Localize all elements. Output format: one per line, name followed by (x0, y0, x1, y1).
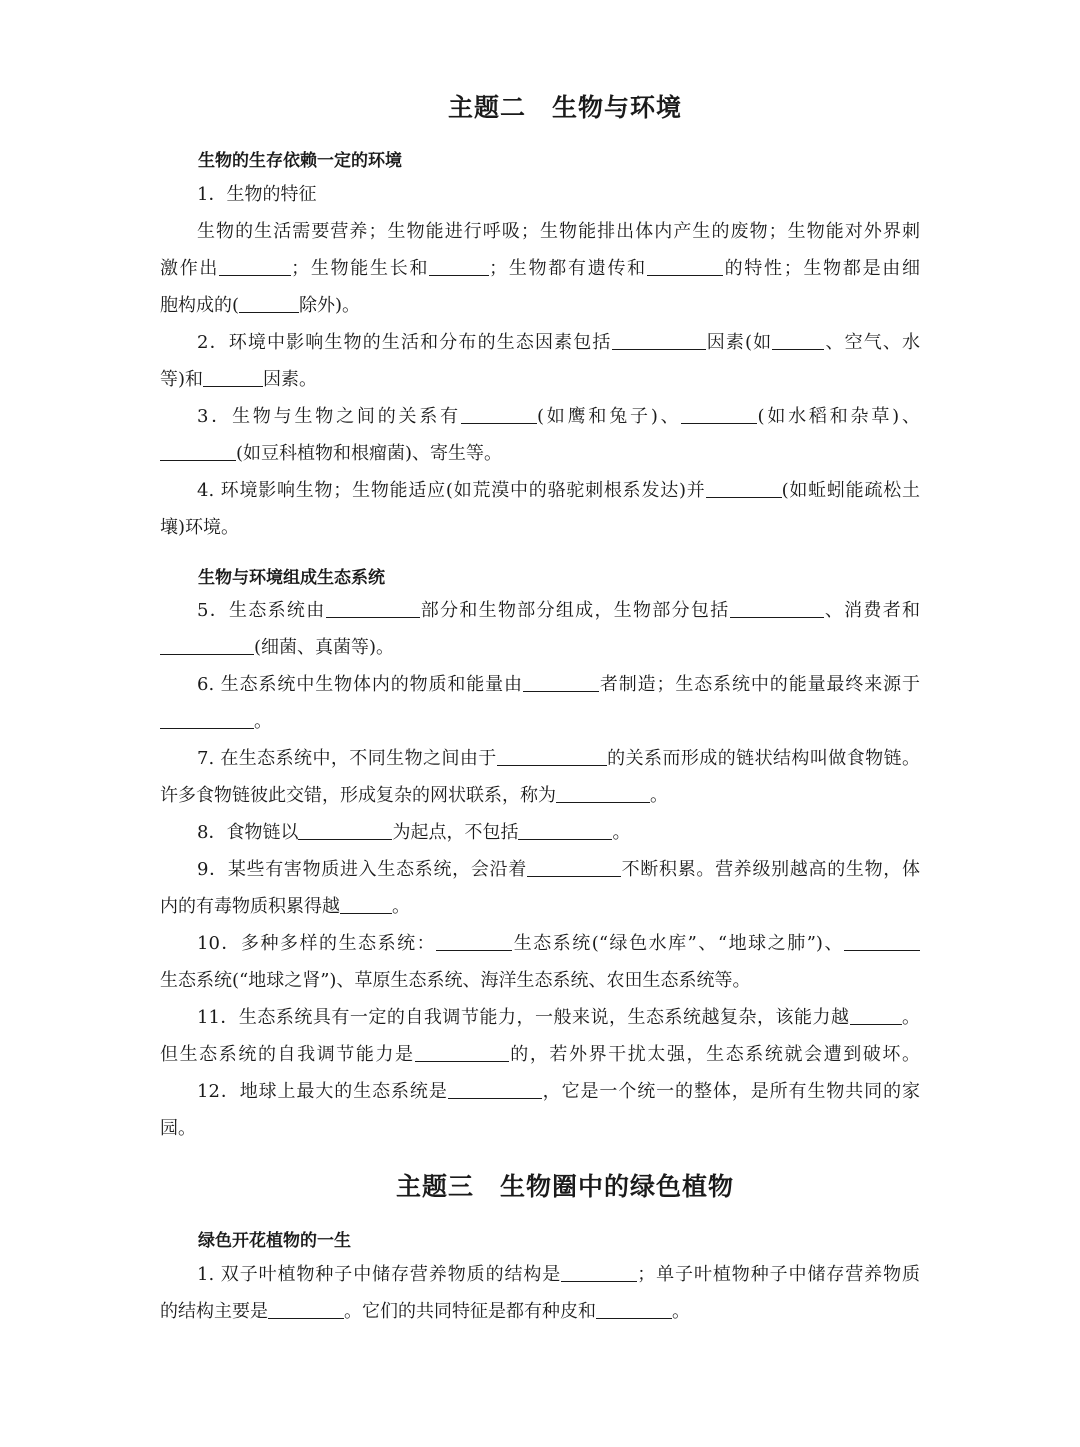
q4-line2: 壤)环境。 (160, 517, 240, 538)
q1-label: 1．生物的特征 (197, 184, 317, 205)
answer-blank[interactable] (448, 1080, 542, 1099)
text: 胞构成的( (160, 295, 240, 316)
section-heading-ecosystem: 生物与环境组成生态系统 (198, 568, 385, 588)
text: 。 (672, 1301, 690, 1322)
text: (如豆科植物和根瘤菌)、寄生等。 (236, 443, 503, 464)
q6-line1 (197, 672, 920, 698)
text: 11．生态系统具有一定的自我调节能力，一般来说，生态系统越复杂，该能力越 (197, 1007, 850, 1028)
t3-q1-line1 (197, 1262, 920, 1288)
answer-blank[interactable] (461, 405, 537, 424)
text: (如水稻和杂草)、 (757, 406, 920, 427)
answer-blank[interactable] (518, 821, 612, 840)
text: 。它们的共同特征是都有种皮和 (344, 1301, 596, 1322)
text: 、消费者和 (823, 600, 921, 621)
answer-blank[interactable] (429, 257, 489, 276)
text: 因素。 (263, 369, 318, 390)
answer-blank[interactable] (730, 599, 824, 618)
answer-blank[interactable] (340, 895, 392, 914)
q12-line2: 园。 (160, 1118, 196, 1139)
text: 内的有毒物质积累得越 (160, 896, 340, 917)
q1-line3 (160, 293, 920, 319)
q1-line1: 生物的生活需要营养；生物能进行呼吸；生物能排出体内产生的废物；生物能对外界刺 (197, 221, 920, 242)
q7-line2 (160, 783, 920, 809)
q2-line2 (160, 367, 920, 393)
text: 5．生态系统由 (197, 600, 326, 621)
text: ，它是一个统一的整体，是所有生物共同的家 (541, 1081, 921, 1102)
text: 。 (650, 785, 668, 806)
q10-line1 (197, 931, 920, 957)
text: 7. 在生态系统中，不同生物之间由于 (197, 748, 497, 769)
q2-line1 (197, 330, 920, 356)
text: 但生态系统的自我调节能力是 (160, 1044, 415, 1065)
answer-blank[interactable] (527, 858, 621, 877)
t3-q1-line2 (160, 1299, 920, 1325)
answer-blank[interactable] (681, 405, 757, 424)
text: 等)和 (160, 369, 204, 390)
q5-line2 (160, 635, 920, 661)
answer-blank[interactable] (556, 784, 650, 803)
q12-line1 (197, 1079, 920, 1105)
answer-blank[interactable] (160, 636, 254, 655)
text: 生态系统(“绿色水库”、“地球之肺”)、 (512, 933, 844, 954)
q11-line2 (160, 1042, 920, 1068)
q1-line2 (160, 256, 920, 282)
q8-line (197, 820, 920, 846)
q10-line2: 生态系统(“地球之肾”)、草原生态系统、海洋生态系统、农田生态系统等。 (160, 970, 751, 991)
text: 的关系而形成的链状结构叫做食物链。 (606, 748, 920, 769)
answer-blank[interactable] (850, 1006, 902, 1025)
q3-line1 (197, 404, 920, 430)
answer-blank[interactable] (612, 331, 706, 350)
text: 9．某些有害物质进入生态系统，会沿着 (197, 859, 527, 880)
q6-line2 (160, 709, 920, 735)
text: 部分和生物部分组成，生物部分包括 (419, 600, 730, 621)
q11-line1 (197, 1005, 920, 1031)
q9-line2 (160, 894, 920, 920)
answer-blank[interactable] (203, 368, 263, 387)
text: (如鹰和兔子)、 (536, 406, 682, 427)
answer-blank[interactable] (219, 257, 291, 276)
answer-blank[interactable] (436, 932, 512, 951)
text: 4. 环境影响生物；生物能适应(如荒漠中的骆驼刺根系发达)并 (197, 480, 706, 501)
q5-line1 (197, 598, 920, 624)
answer-blank[interactable] (497, 747, 607, 766)
answer-blank[interactable] (160, 710, 254, 729)
text: 6. 生态系统中生物体内的物质和能量由 (197, 674, 523, 695)
q9-line1 (197, 857, 920, 883)
answer-blank[interactable] (523, 673, 599, 692)
text: 、空气、水 (824, 332, 921, 353)
text: 3．生物与生物之间的关系有 (197, 406, 461, 427)
text: ；单子叶植物种子中储存营养物质 (637, 1264, 920, 1285)
section-heading-env: 生物的生存依赖一定的环境 (198, 151, 402, 171)
answer-blank[interactable] (844, 932, 920, 951)
text: 。 (392, 896, 410, 917)
answer-blank[interactable] (596, 1300, 672, 1319)
text: 1. 双子叶植物种子中储存营养物质的结构是 (197, 1264, 562, 1285)
text: 的，若外界干扰太强，生态系统就会遭到破坏。 (508, 1044, 921, 1065)
text: 者制造；生态系统中的能量最终来源于 (598, 674, 920, 695)
answer-blank[interactable] (561, 1263, 637, 1282)
text: 10．多种多样的生态系统： (197, 933, 437, 954)
text: (细菌、真菌等)。 (254, 637, 395, 658)
answer-blank[interactable] (415, 1043, 509, 1062)
text: 许多食物链彼此交错，形成复杂的网状联系，称为 (160, 785, 556, 806)
answer-blank[interactable] (239, 294, 299, 313)
text: 为起点，不包括 (392, 822, 519, 843)
text: ；生物能生长和 (291, 258, 430, 279)
answer-blank[interactable] (160, 442, 236, 461)
topic3-title: 主题三 生物圈中的绿色植物 (395, 1172, 734, 1201)
text: 。 (901, 1007, 921, 1028)
text: 因素(如 (705, 332, 773, 353)
text: 2．环境中影响生物的生活和分布的生态因素包括 (197, 332, 612, 353)
text: 。 (612, 822, 631, 843)
answer-blank[interactable] (326, 599, 420, 618)
q3-line2 (160, 441, 920, 467)
text: 不断积累。营养级别越高的生物，体 (620, 859, 921, 880)
topic2-title: 主题二 生物与环境 (447, 93, 682, 122)
answer-blank[interactable] (772, 331, 824, 350)
section-heading-plants: 绿色开花植物的一生 (198, 1231, 351, 1251)
text: 8．食物链以 (197, 822, 299, 843)
text: (如蚯蚓能疏松土 (781, 480, 920, 501)
text: 除外)。 (299, 295, 361, 316)
text: ；生物都有遗传和 (489, 258, 647, 279)
text: 12．地球上最大的生态系统是 (197, 1081, 448, 1102)
answer-blank[interactable] (268, 1300, 344, 1319)
text: 激作出 (160, 258, 220, 279)
answer-blank[interactable] (298, 821, 392, 840)
answer-blank[interactable] (647, 257, 723, 276)
text: 。 (254, 711, 272, 732)
text: 的特性；生物都是由细 (722, 258, 921, 279)
q4-line1 (197, 478, 920, 504)
text: 的结构主要是 (160, 1301, 268, 1322)
q7-line1 (197, 746, 920, 772)
answer-blank[interactable] (706, 479, 782, 498)
